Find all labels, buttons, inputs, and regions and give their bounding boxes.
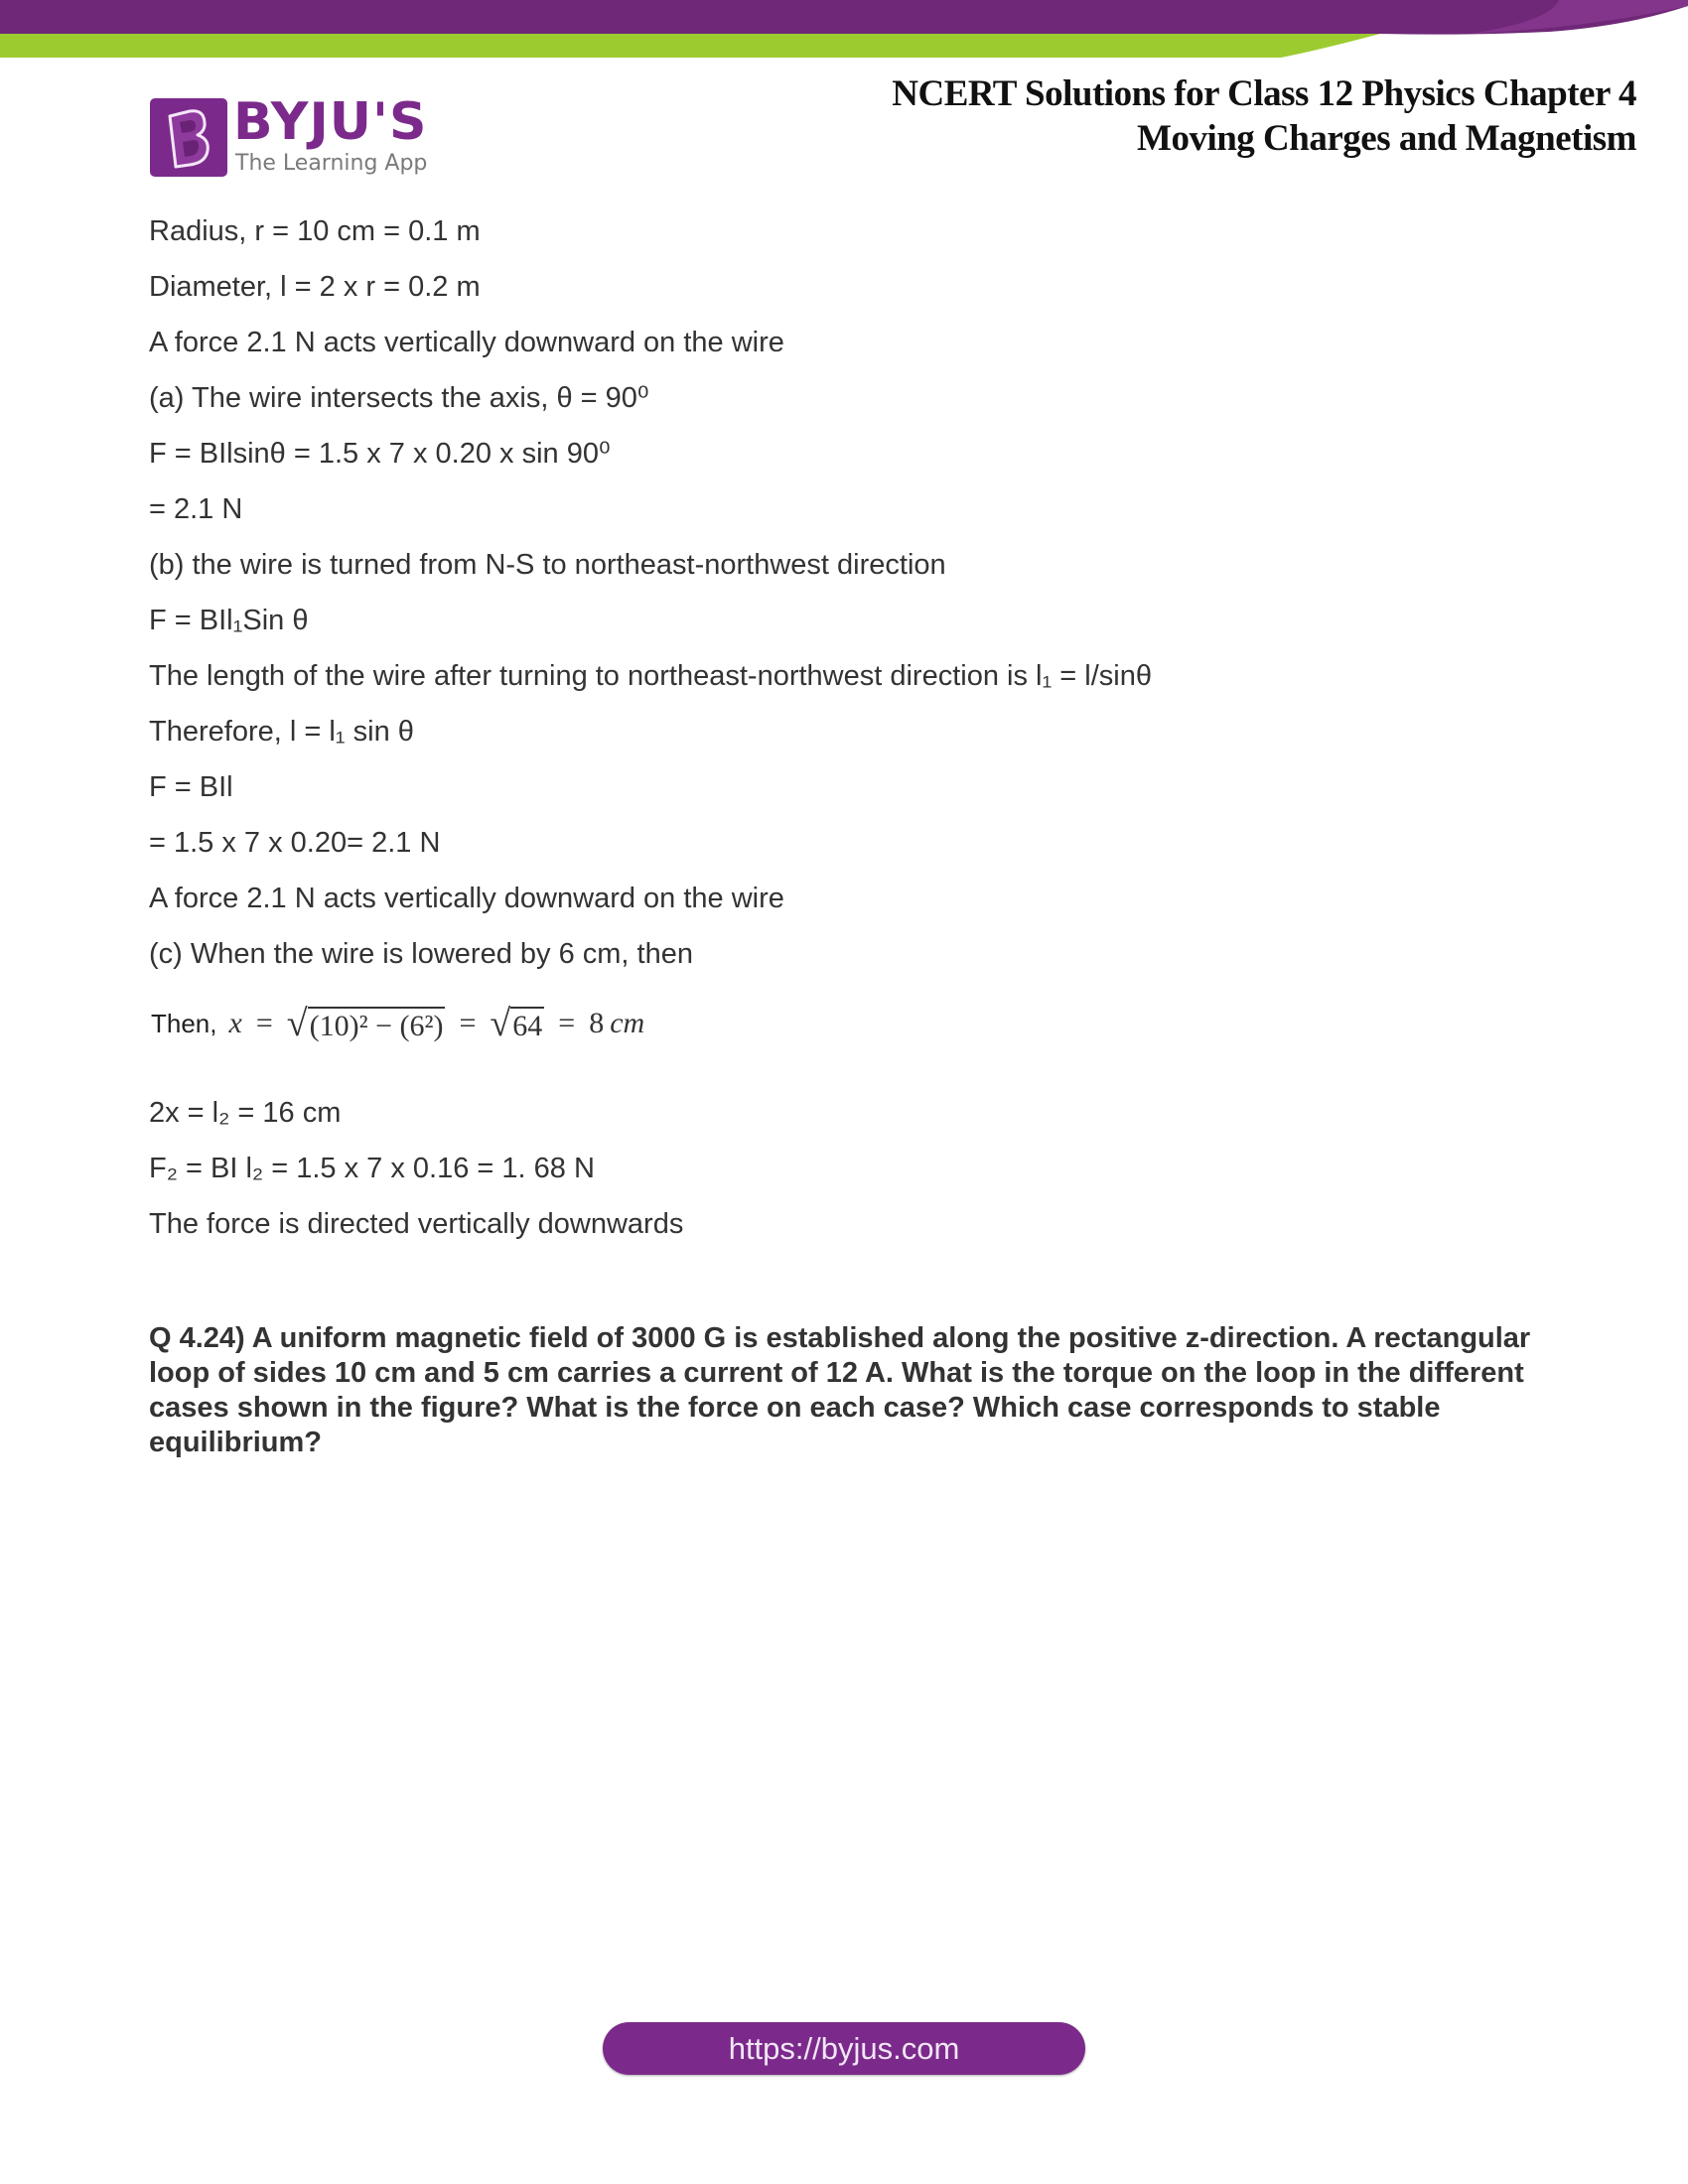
header-bands [0, 0, 1688, 60]
title-line-1: NCERT Solutions for Class 12 Physics Chapter 4 [892, 73, 1636, 114]
solution-line: (b) the wire is turned from N-S to northeast-northwest direction [149, 549, 946, 581]
footer-url-link[interactable] [603, 2022, 1085, 2075]
byjus-b-logo-icon [150, 98, 227, 177]
equation-equals: = [558, 1007, 576, 1039]
header-wave-decoration [0, 0, 1688, 60]
sqrt-icon: √ [490, 1003, 511, 1044]
solution-line: The force is directed vertically downwards [149, 1208, 684, 1240]
footer-url-text[interactable]: https://byjus.com [728, 2030, 960, 2066]
solution-line: (c) When the wire is lowered by 6 cm, then [149, 938, 693, 970]
equation-unit: cm [610, 1007, 645, 1039]
byjus-logo[interactable] [150, 92, 438, 180]
solution-line: = 2.1 N [149, 493, 243, 525]
solution-line: F₂ = BI l₂ = 1.5 x 7 x 0.16 = 1. 68 N [149, 1153, 595, 1184]
sqrt-expression-1 [287, 1005, 446, 1042]
solution-line: F = BIl₁Sin θ [149, 605, 309, 636]
solution-line: Therefore, l = l₁ sin θ [149, 716, 414, 748]
solution-line: = 1.5 x 7 x 0.20= 2.1 N [149, 827, 441, 859]
equation-result: 8 [589, 1007, 605, 1039]
solution-line: (a) The wire intersects the axis, θ = 90⁰ [149, 382, 649, 414]
equation-equals: = [459, 1007, 477, 1039]
equation-variable: x [228, 1007, 242, 1039]
solution-line: Radius, r = 10 cm = 0.1 m [149, 215, 481, 247]
solution-line: A force 2.1 N acts vertically downward on the wire [149, 327, 784, 358]
logo-brand-name: BYJU'S [233, 92, 428, 152]
title-line-2: Moving Charges and Magnetism [1137, 118, 1636, 159]
equation-x-calculation [151, 1005, 644, 1042]
sqrt-icon: √ [286, 1003, 308, 1044]
solution-line: Diameter, l = 2 x r = 0.2 m [149, 271, 481, 303]
sqrt-expression-2 [490, 1005, 544, 1042]
logo-tagline: The Learning App [235, 151, 428, 176]
document-title [892, 71, 1636, 161]
equation-prefix: Then, [151, 1008, 217, 1038]
solution-line: 2x = l₂ = 16 cm [149, 1097, 342, 1129]
equation-equals: = [255, 1007, 273, 1039]
solution-line: F = BIl [149, 771, 233, 803]
radicand-2: 64 [510, 1007, 544, 1042]
radicand-1: (10)² − (6²) [308, 1007, 446, 1042]
solution-line: F = BIlsinθ = 1.5 x 7 x 0.20 x sin 90⁰ [149, 438, 611, 470]
solution-line: A force 2.1 N acts vertically downward on the wire [149, 883, 784, 914]
solution-line: The length of the wire after turning to northeast-northwest direction is l₁ = l/sinθ [149, 660, 1153, 692]
question-4-24: Q 4.24) A uniform magnetic field of 3000 G is established along the positive z-direction. A rectangular loop of sides 10 cm and 5 cm carries a current of 12 A. What is the torque on the loop in the different cases shown in the figure? What is the force on each case? Which case corresponds to stable equilibrium? [149, 1322, 1531, 1458]
